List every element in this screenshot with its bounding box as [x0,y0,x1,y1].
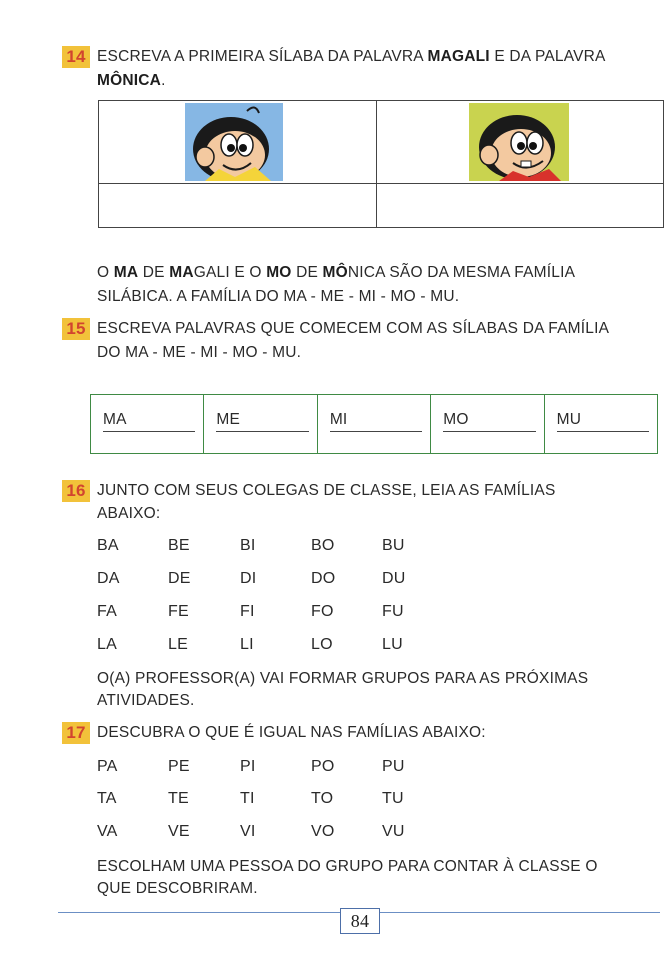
q14-instruction-line2: MÔNICA. [97,72,166,89]
syllable: FO [311,603,334,620]
exercise-number-17: 17 [62,722,90,744]
intro-line2: SILÁBICA. A FAMÍLIA DO MA - ME - MI - MO - MU. [97,288,460,305]
exercise-number-16: 16 [62,480,90,502]
syllable: LU [382,636,403,653]
q16-note-line2: ATIVIDADES. [97,692,195,709]
exercise-number-15: 15 [62,318,90,340]
syllable-cell-mu[interactable]: MU [545,395,657,453]
syllable: PA [97,758,118,775]
syllable: FU [382,603,404,620]
syllable: TA [97,790,117,807]
q15-instruction-line1: ESCREVA PALAVRAS QUE COMECEM COM AS SÍLABAS DA FAMÍLIA [97,320,610,337]
q17-note-line1: ESCOLHAM UMA PESSOA DO GRUPO PARA CONTAR À CLASSE O [97,858,598,875]
syllable: VA [97,823,118,840]
q17-instruction: DESCUBRA O QUE É IGUAL NAS FAMÍLIAS ABAIXO: [97,724,486,741]
intro-line1: O MA DE MAGALI E O MO DE MÔNICA SÃO DA MESMA FAMÍLIA [97,264,576,281]
syllable: BO [311,537,335,554]
syllable-cell-mo[interactable]: MO [431,395,544,453]
syllable-cell-ma[interactable]: MA [91,395,204,453]
q16-instruction-line1: JUNTO COM SEUS COLEGAS DE CLASSE, LEIA AS FAMÍLIAS [97,482,556,499]
exercise-number-14: 14 [62,46,90,68]
syllable: PO [311,758,335,775]
syllable: VE [168,823,190,840]
q14-answer-table [98,100,664,228]
syllable: VU [382,823,405,840]
syllable-cell-mi[interactable]: MI [318,395,431,453]
syllable: LI [240,636,254,653]
syllable: TO [311,790,334,807]
syllable: FA [97,603,117,620]
syllable: TE [168,790,189,807]
syllable: PU [382,758,405,775]
q16-instruction-line2: ABAIXO: [97,505,161,522]
syllable: BA [97,537,119,554]
syllable-cell-me[interactable]: ME [204,395,317,453]
syllable: LA [97,636,117,653]
magali-picture [185,103,283,181]
monica-picture [469,103,569,181]
syllable: TI [240,790,255,807]
syllable: FE [168,603,189,620]
syllable: DO [311,570,336,587]
syllable: DA [97,570,120,587]
q16-note-line1: O(A) PROFESSOR(A) VAI FORMAR GRUPOS PARA AS PRÓXIMAS [97,670,589,687]
page-number: 84 [340,908,380,934]
syllable: DU [382,570,406,587]
q15-instruction-line2: DO MA - ME - MI - MO - MU. [97,344,302,361]
syllable: VI [240,823,256,840]
syllable: LO [311,636,333,653]
syllable: DI [240,570,257,587]
syllable: PI [240,758,256,775]
syllable: TU [382,790,404,807]
q17-note-line2: QUE DESCOBRIRAM. [97,880,258,897]
q14-instruction-line1: ESCREVA A PRIMEIRA SÍLABA DA PALAVRA MAGALI E DA PALAVRA [97,48,606,65]
syllable: VO [311,823,335,840]
syllable: PE [168,758,190,775]
syllable: FI [240,603,255,620]
syllable: DE [168,570,191,587]
syllable: BE [168,537,190,554]
syllable: BU [382,537,405,554]
q15-syllable-table [90,394,658,454]
syllable: BI [240,537,256,554]
syllable: LE [168,636,188,653]
